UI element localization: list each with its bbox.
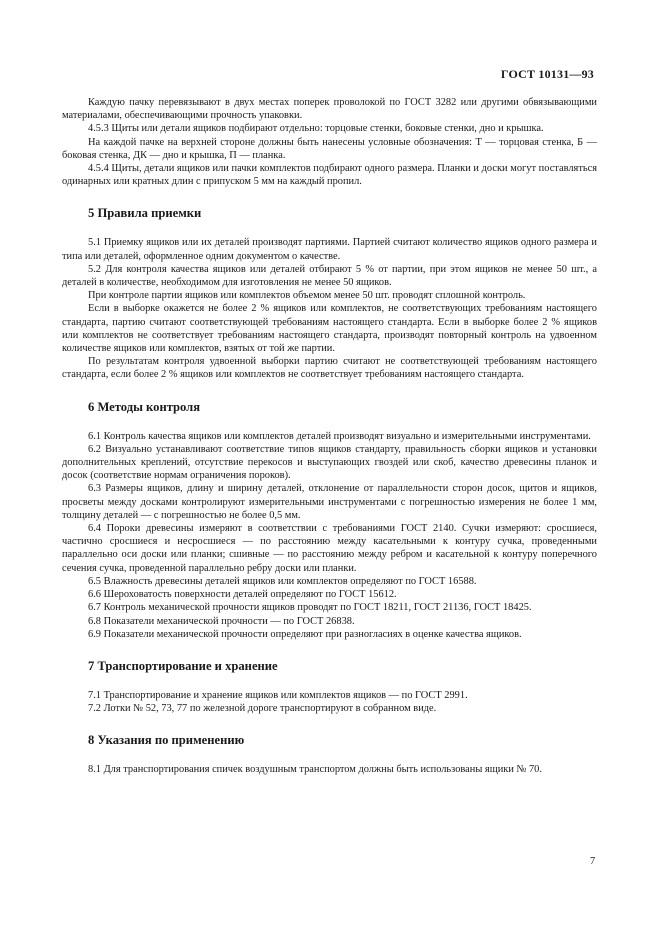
paragraph: 6.8 Показатели механической прочности — по ГОСТ 26838. <box>88 615 355 627</box>
document-header: ГОСТ 10131—93 <box>500 67 594 81</box>
paragraph: Если в выборке окажется не более 2 % ящиков или комплектов, не соответствующих требованиям настоящего стандарта, партию считают соответствующей требованиям настоящего стандарта. Если в выборке более 2 % ящиков или комплектов не соответствует требованиям настоящего стандарта, производят повторный контроль на удвоенном количестве ящиков или комплектов, взятых от той же партии. <box>62 303 597 355</box>
paragraph: По результатам контроля удвоенной выборки партию считают не соответствующей требованиям настоящего стандарта, если более 2 % ящиков или комплектов не соответствует требованиям настоящего стандарта. <box>62 356 597 381</box>
paragraph: На каждой пачке на верхней стороне должны быть нанесены условные обозначения: Т — торцовая стенка, Б — боковая стенка, ДК — дно и крышка, П — планка. <box>62 136 597 161</box>
paragraph: 7.2 Лотки № 52, 73, 77 по железной дороге транспортируют в собранном виде. <box>88 703 437 715</box>
paragraph: 6.9 Показатели механической прочности определяют при разногласиях в оценке качества ящиков. <box>88 628 522 640</box>
paragraph: 4.5.4 Щиты, детали ящиков или пачки комплектов подбирают одного размера. Планки и доски могут поставляться одинарных или кратных длин с припуском 5 мм на каждый пропил. <box>62 163 597 188</box>
paragraph: 6.7 Контроль механической прочности ящиков проводят по ГОСТ 18211, ГОСТ 21136, ГОСТ 18425. <box>88 602 532 614</box>
section-heading: 8 Указания по применению <box>88 733 245 748</box>
page-number: 7 <box>590 856 596 867</box>
section-heading: 6 Методы контроля <box>88 399 201 414</box>
section-heading: 7 Транспортирование и хранение <box>88 658 278 673</box>
paragraph: 7.1 Транспортирование и хранение ящиков или комплектов ящиков — по ГОСТ 2991. <box>88 689 468 701</box>
paragraph: 4.5.3 Щиты или детали ящиков подбирают отдельно: торцовые стенки, боковые стенки, дно и крышка. <box>88 123 544 135</box>
paragraph: 6.6 Шероховатость поверхности деталей определяют по ГОСТ 15612. <box>88 589 397 601</box>
paragraph: 6.5 Влажность древесины деталей ящиков или комплектов определяют по ГОСТ 16588. <box>88 575 477 587</box>
document-body <box>62 96 597 777</box>
paragraph: 6.4 Пороки древесины измеряют в соответствии с требованиями ГОСТ 2140. Сучки измеряют: сросшиеся, частично сросшиеся и несросшиеся — по расстоянию между касательными к контуру сучка, проведенными параллельно оси доски или планки; сшивные — по расстоянию между ребром и касательной к контуру поперечного сечения сучка, проведенной параллельно ребру доски или планки. <box>62 523 597 574</box>
paragraph: 6.1 Контроль качества ящиков или комплектов деталей производят визуально и измерительными инструментами. <box>88 430 591 442</box>
paragraph: 5.2 Для контроля качества ящиков или деталей отбирают 5 % от партии, при этом ящиков не менее 50 шт., а деталей в количестве, необходимом для изготовления не менее 50 ящиков. <box>62 263 597 289</box>
paragraph: При контроле партии ящиков или комплектов объемом менее 50 шт. проводят сплошной контроль. <box>88 290 526 302</box>
paragraph: 5.1 Приемку ящиков или их деталей производят партиями. Партией считают количество ящиков одного размера и типа или деталей, оформленное одним документом о качестве. <box>62 237 597 262</box>
paragraph: Каждую пачку перевязывают в двух местах поперек проволокой по ГОСТ 3282 или другими обвязывающими материалами, обеспечивающими прочность упаковки. <box>62 97 597 122</box>
section-heading: 5 Правила приемки <box>88 206 202 221</box>
paragraph: 8.1 Для транспортирования спичек воздушным транспортом должны быть использованы ящики № 70. <box>88 764 542 776</box>
paragraph: 6.3 Размеры ящиков, длину и ширину деталей, отклонение от параллельности сторон досок, щитов и ящиков, просветы между досками контролируют измерительными инструментами с погрешностью измерения не более 1 мм, толщину деталей — с погрешностью не более 0,5 мм. <box>62 483 597 521</box>
paragraph: 6.2 Визуально устанавливают соответствие типов ящиков стандарту, правильность сборки ящиков и установки дополнительных креплений, отсутствие перекосов и выступающих гвоздей или скоб, качество древесины планок и досок (соответствие нормам ограничения пороков). <box>62 443 597 482</box>
